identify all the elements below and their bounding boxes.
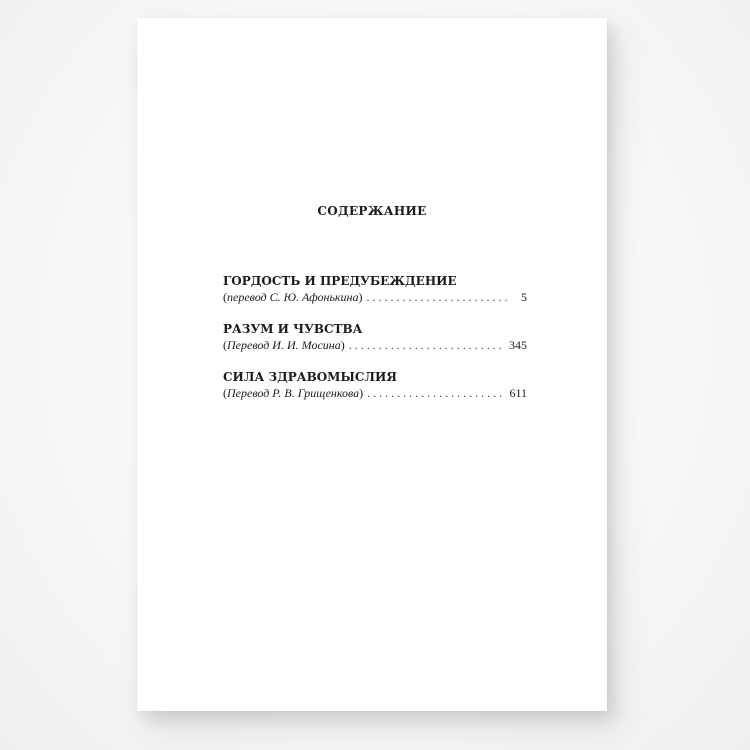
book-page [137, 18, 607, 711]
dot-leader [367, 385, 505, 401]
toc-list [223, 274, 527, 418]
open-paren: ( [223, 290, 227, 304]
dot-leader [349, 337, 505, 353]
entry-line [223, 337, 527, 353]
translator-credit: Перевод И. И. Мосина [227, 338, 341, 352]
entry-title: РАЗУМ И ЧУВСТВА [223, 322, 363, 336]
page-number: 345 [509, 338, 527, 352]
toc-entry [223, 274, 527, 305]
translator-credit: Перевод Р. В. Грищенкова [227, 386, 360, 400]
entry-title: ГОРДОСТЬ И ПРЕДУБЕЖДЕНИЕ [223, 274, 457, 288]
entry-title: СИЛА ЗДРАВОМЫСЛИЯ [223, 370, 397, 384]
toc-heading: СОДЕРЖАНИЕ [317, 204, 427, 218]
page-number: 5 [521, 290, 527, 304]
entry-line [223, 385, 527, 401]
close-paren: ) [340, 338, 345, 352]
open-paren: ( [223, 386, 227, 400]
toc-entry [223, 322, 527, 353]
close-paren: ) [359, 386, 364, 400]
toc-entry [223, 370, 527, 401]
dot-leader [367, 289, 508, 305]
translator-credit: перевод С. Ю. Афонькина [227, 290, 359, 304]
page-number: 611 [509, 386, 527, 400]
close-paren: ) [358, 290, 363, 304]
entry-line [223, 289, 527, 305]
open-paren: ( [223, 338, 227, 352]
